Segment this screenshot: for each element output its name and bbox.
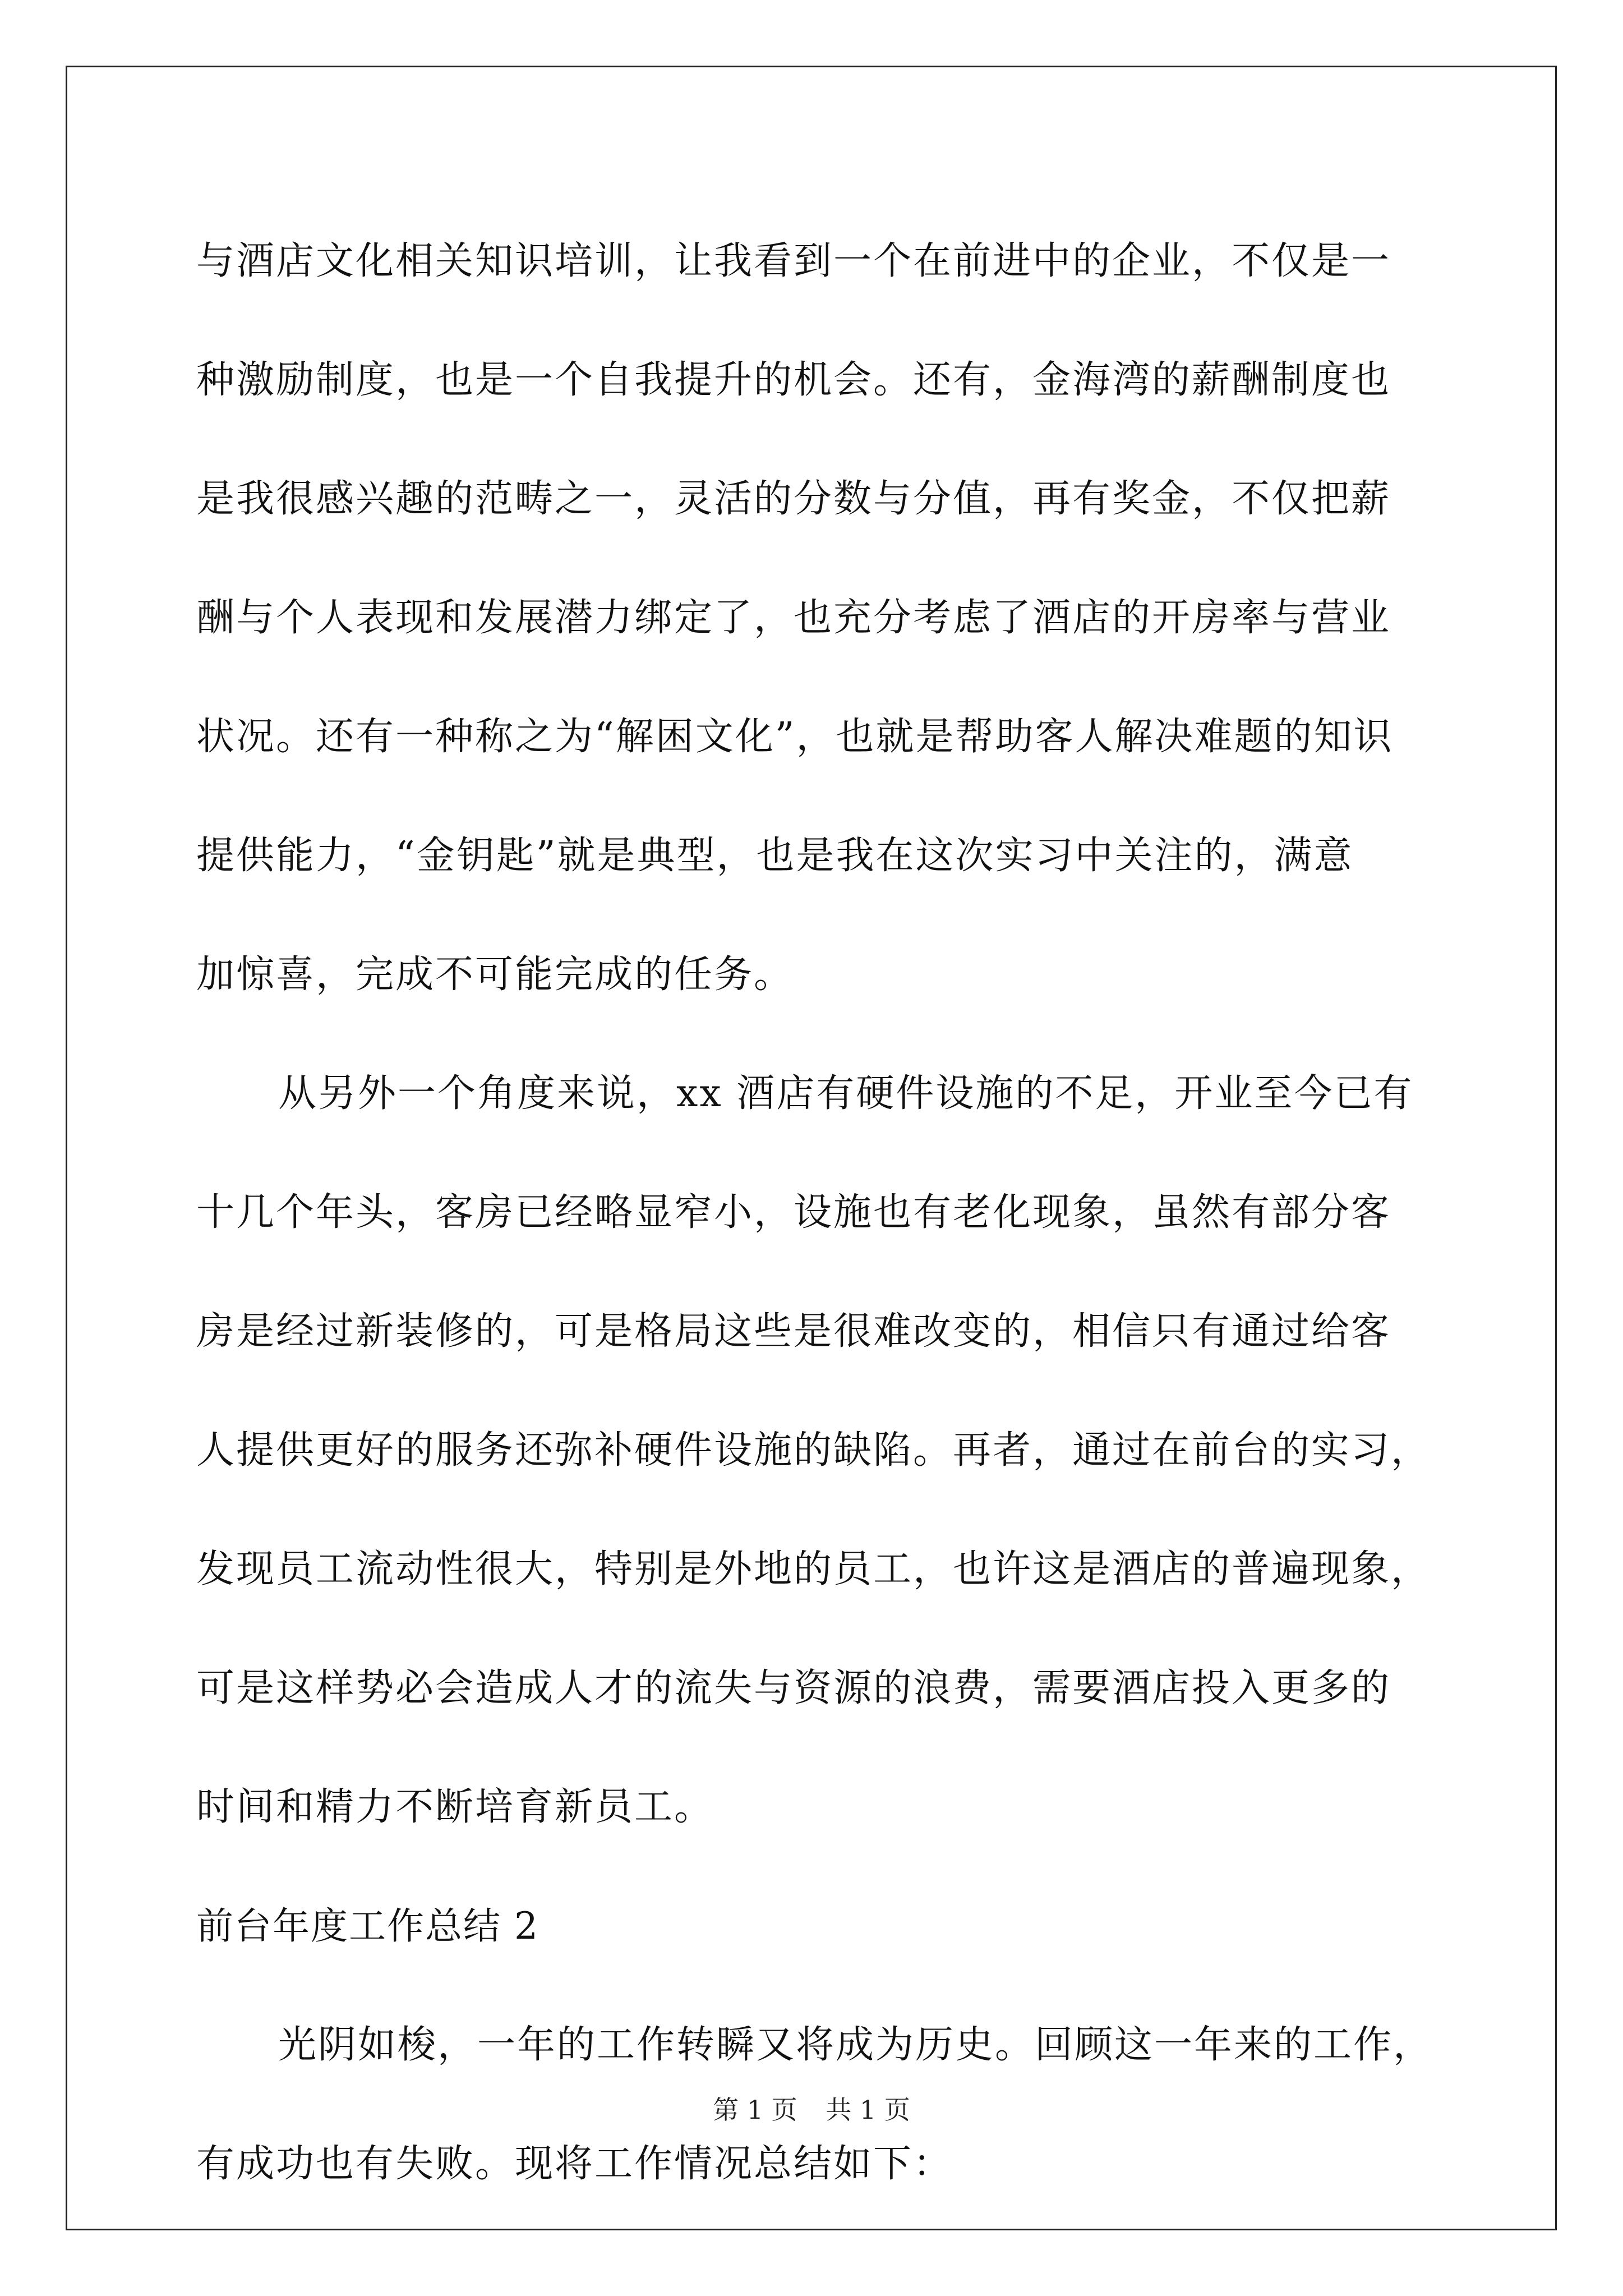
page-total: 共 1 页 bbox=[826, 2095, 910, 2125]
text-line: 人提供更好的服务还弥补硬件设施的缺陷。再者，通过在前台的实习， bbox=[196, 1428, 1431, 1473]
document-body bbox=[196, 202, 1447, 2224]
text-line: 提供能力，“金钥匙”就是典型，也是我在这次实习中关注的，满意 bbox=[196, 834, 1354, 878]
text-line: 有成功也有失败。现将工作情况总结如下： bbox=[196, 2142, 953, 2186]
text-line: 酬与个人表现和发展潜力绑定了，也充分考虑了酒店的开房率与营业 bbox=[196, 596, 1391, 640]
text-line: 种激励制度，也是一个自我提升的机会。还有，金海湾的薪酬制度也 bbox=[196, 358, 1391, 402]
text-line: 时间和精力不断培育新员工。 bbox=[196, 1785, 714, 1829]
page-footer bbox=[0, 2090, 1623, 2127]
paragraph-first-line: 从另外一个角度来说，xx 酒店有硬件设施的不足，开业至今已有 bbox=[278, 1071, 1414, 1116]
text-line: 房是经过新装修的，可是格局这些是很难改变的，相信只有通过给客 bbox=[196, 1309, 1391, 1354]
text-line: 发现员工流动性很大，特别是外地的员工，也许这是酒店的普遍现象， bbox=[196, 1547, 1431, 1591]
text-line: 与酒店文化相关知识培训，让我看到一个在前进中的企业，不仅是一 bbox=[196, 239, 1391, 283]
text-line: 状况。还有一种称之为“解困文化”，也就是帮助客人解决难题的知识 bbox=[196, 715, 1394, 759]
paragraph-first-line: 光阴如梭，一年的工作转瞬又将成为历史。回顾这一年来的工作， bbox=[278, 2023, 1433, 2067]
section-heading: 前台年度工作总结 2 bbox=[196, 1904, 539, 1948]
text-line: 十几个年头，客房已经略显窄小，设施也有老化现象，虽然有部分客 bbox=[196, 1190, 1391, 1235]
text-line: 是我很感兴趣的范畴之一，灵活的分数与分值，再有奖金，不仅把薪 bbox=[196, 477, 1391, 521]
text-line: 加惊喜，完成不可能完成的任务。 bbox=[196, 953, 794, 997]
text-line: 可是这样势必会造成人才的流失与资源的浪费，需要酒店投入更多的 bbox=[196, 1666, 1391, 1710]
page-number: 第 1 页 bbox=[713, 2095, 797, 2125]
